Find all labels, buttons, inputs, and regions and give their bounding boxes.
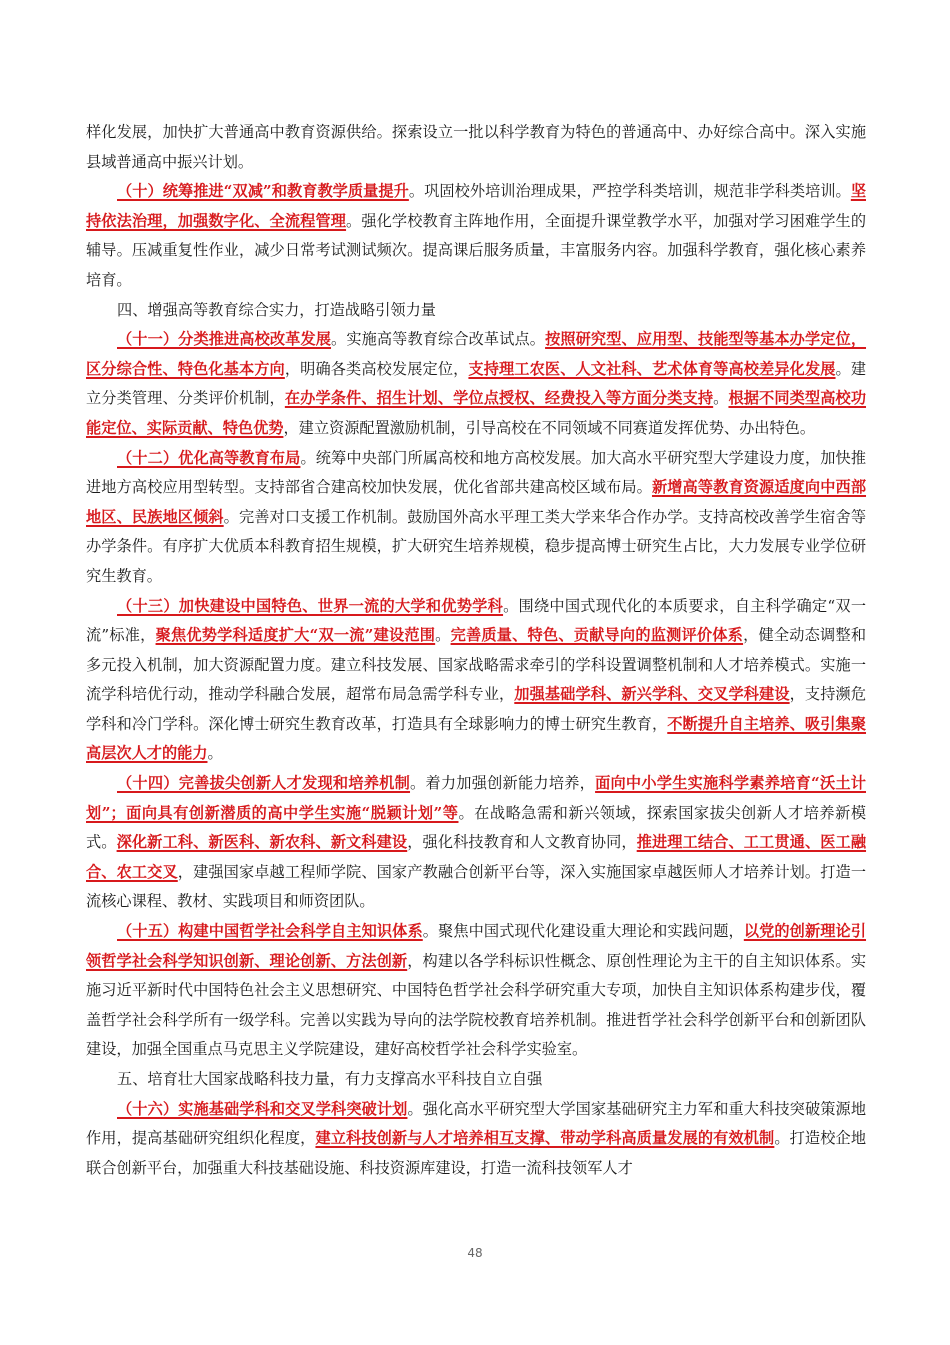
highlighted-text: 深化新工科、新医科、新农科、新文科建设 bbox=[116, 833, 408, 852]
body-text: 。建立分类管理、分类评价机制， bbox=[86, 359, 867, 408]
paragraph bbox=[86, 1095, 866, 1184]
body-text: 。着力加强创新能力培养， bbox=[410, 774, 596, 793]
highlighted-text: 不断提升自主培养、吸引集聚高层次人才的能力 bbox=[86, 714, 867, 763]
highlighted-text: 新增高等教育资源适度向中西部地区、民族地区倾斜 bbox=[86, 478, 867, 526]
highlighted-text: 在办学条件、招生计划、学位点授权、经费投入等方面分类支持 bbox=[284, 389, 714, 408]
body-text: 五、培育壮大国家战略科技力量，有力支撑高水平科技自立自强 bbox=[117, 1070, 543, 1088]
paragraph bbox=[86, 296, 866, 326]
body-text: 。围绕中国式现代化的本质要求，自主科学确定“双一流”标准， bbox=[86, 596, 867, 645]
body-text: 。聚焦中国式现代化建设重大理论和实践问题， bbox=[422, 922, 744, 941]
highlighted-text: 以党的创新理论引领哲学社会科学知识创新、理论创新、方法创新 bbox=[86, 922, 867, 970]
body-text: ，构建以各学科标识性概念、原创性理论为主干的自主知识体系。实施习近平新时代中国特色社会主义思想研究、中国特色哲学社会科学研究重大专项，加快自主知识体系构建步伐，覆盖哲学社会科学所有一级学科。完善以实践为导向的法学院校教育培养机制。推进哲学社会科学创新平台和创新团队建设，加强全国重点马克思主义学院建设，建好高校哲学社会科学实验室。 bbox=[86, 951, 867, 1059]
highlighted-text: 加强基础学科、新兴学科、交叉学科建设 bbox=[514, 685, 790, 704]
highlighted-text: 建立科技创新与人才培养相互支撑、带动学科高质量发展的有效机制 bbox=[315, 1129, 775, 1148]
body-text: 。 bbox=[207, 744, 223, 763]
body-text: ，强化科技教育和人文教育协同， bbox=[407, 833, 637, 852]
paragraph bbox=[86, 177, 866, 295]
body-text: ，支持濒危学科和冷门学科。深化博士研究生教育改革，打造具有全球影响力的博士研究生教育， bbox=[86, 685, 867, 733]
body-text: 。巩固校外培训治理成果，严控学科类培训，规范非学科类培训。 bbox=[408, 182, 851, 201]
body-text: ，健全动态调整和多元投入机制，加大资源配置力度。建立科技发展、国家战略需求牵引的学科设置调整机制和人才培养模式。实施一流学科培优行动，推动学科融合发展，超常布局急需学科专业， bbox=[86, 626, 867, 704]
body-text: 。统筹中央部门所属高校和地方高校发展。加大高水平研究型大学建设力度，加快推进地方高校应用型转型。支持部省合建高校加快发展，优化省部共建高校区域布局。 bbox=[86, 448, 867, 497]
highlighted-text: （十四）完善拔尖创新人才发现和培养机制 bbox=[117, 774, 411, 793]
highlighted-text: 按照研究型、应用型、技能型等基本办学定位，区分综合性、特色化基本方向 bbox=[86, 330, 867, 378]
body-text: 。 bbox=[435, 626, 451, 645]
highlighted-text: （十三）加快建设中国特色、世界一流的大学和优势学科 bbox=[117, 596, 504, 615]
highlighted-text: （十六）实施基础学科和交叉学科突破计划 bbox=[117, 1099, 408, 1118]
page-number: 48 bbox=[467, 1246, 483, 1260]
highlighted-text: （十）统筹推进“双减”和教育教学质量提升 bbox=[117, 182, 409, 201]
paragraph bbox=[86, 592, 866, 770]
paragraph bbox=[86, 1065, 866, 1095]
body-text: 。强化学校教育主阵地作用，全面提升课堂教学水平，加强对学习困难学生的辅导。压减重复性作业，减少日常考试测试频次。提高课后服务质量，丰富服务内容。加强科学教育，强化核心素养培育。 bbox=[86, 211, 867, 289]
body-text: 。打造校企地联合创新平台，加强重大科技基础设施、科技资源库建设，打造一流科技领军人才 bbox=[86, 1129, 867, 1177]
highlighted-text: 根据不同类型高校功能定位、实际贡献、特色优势 bbox=[86, 389, 867, 437]
highlighted-text: 支持理工农医、人文社科、艺术体育等高校差异化发展 bbox=[468, 359, 836, 378]
highlighted-text: 聚焦优势学科适度扩大“双一流”建设范围 bbox=[155, 626, 436, 645]
body-text: 。强化高水平研究型大学国家基础研究主力军和重大科技突破策源地作用，提高基础研究组织化程度， bbox=[86, 1099, 867, 1148]
highlighted-text: 面向中小学生实施科学素养培育“沃土计划”；面向具有创新潜质的高中学生实施“脱颖计划”等 bbox=[86, 774, 866, 822]
body-text: 。完善对口支援工作机制。鼓励国外高水平理工类大学来华合作办学。支持高校改善学生宿舍等办学条件。有序扩大优质本科教育招生规模，扩大研究生培养规模，稳步提高博士研究生占比，大力发展专业学位研究生教育。 bbox=[86, 507, 867, 585]
highlighted-text: （十二）优化高等教育布局 bbox=[117, 448, 301, 467]
highlighted-text: （十五）构建中国哲学社会科学自主知识体系 bbox=[117, 922, 423, 941]
body-text: 。 bbox=[713, 389, 729, 408]
body-text: 四、增强高等教育综合实力，打造战略引领力量 bbox=[117, 300, 436, 319]
highlighted-text: 坚持依法治理，加强数字化、全流程管理 bbox=[86, 182, 866, 230]
body-text: ，明确各类高校发展定位， bbox=[284, 359, 469, 378]
paragraph bbox=[86, 444, 866, 592]
highlighted-text: 推进理工结合、工工贯通、医工融合、农工交叉 bbox=[86, 833, 867, 881]
paragraph bbox=[86, 118, 866, 177]
highlighted-text: （十一）分类推进高校改革发展 bbox=[117, 330, 332, 349]
body-text: 样化发展，加快扩大普通高中教育资源供给。探索设立一批以科学教育为特色的普通高中、办好综合高中。深入实施县域普通高中振兴计划。 bbox=[86, 123, 866, 171]
paragraph bbox=[86, 769, 866, 917]
paragraph bbox=[86, 325, 866, 443]
body-text: ，建强国家卓越工程师学院、国家产教融合创新平台等，深入实施国家卓越医师人才培养计划。打造一流核心课程、教材、实践项目和师资团队。 bbox=[86, 862, 867, 911]
body-text: 。在战略急需和新兴领域，探索国家拔尖创新人才培养新模式。 bbox=[86, 803, 867, 852]
body-text: ，建立资源配置激励机制，引导高校在不同领域不同赛道发挥优势、办出特色。 bbox=[283, 418, 815, 437]
paragraph bbox=[86, 917, 866, 1065]
highlighted-text: 完善质量、特色、贡献导向的监测评价体系 bbox=[450, 626, 744, 645]
body-text: 。实施高等教育综合改革试点。 bbox=[331, 330, 546, 349]
document-body bbox=[86, 118, 866, 1183]
